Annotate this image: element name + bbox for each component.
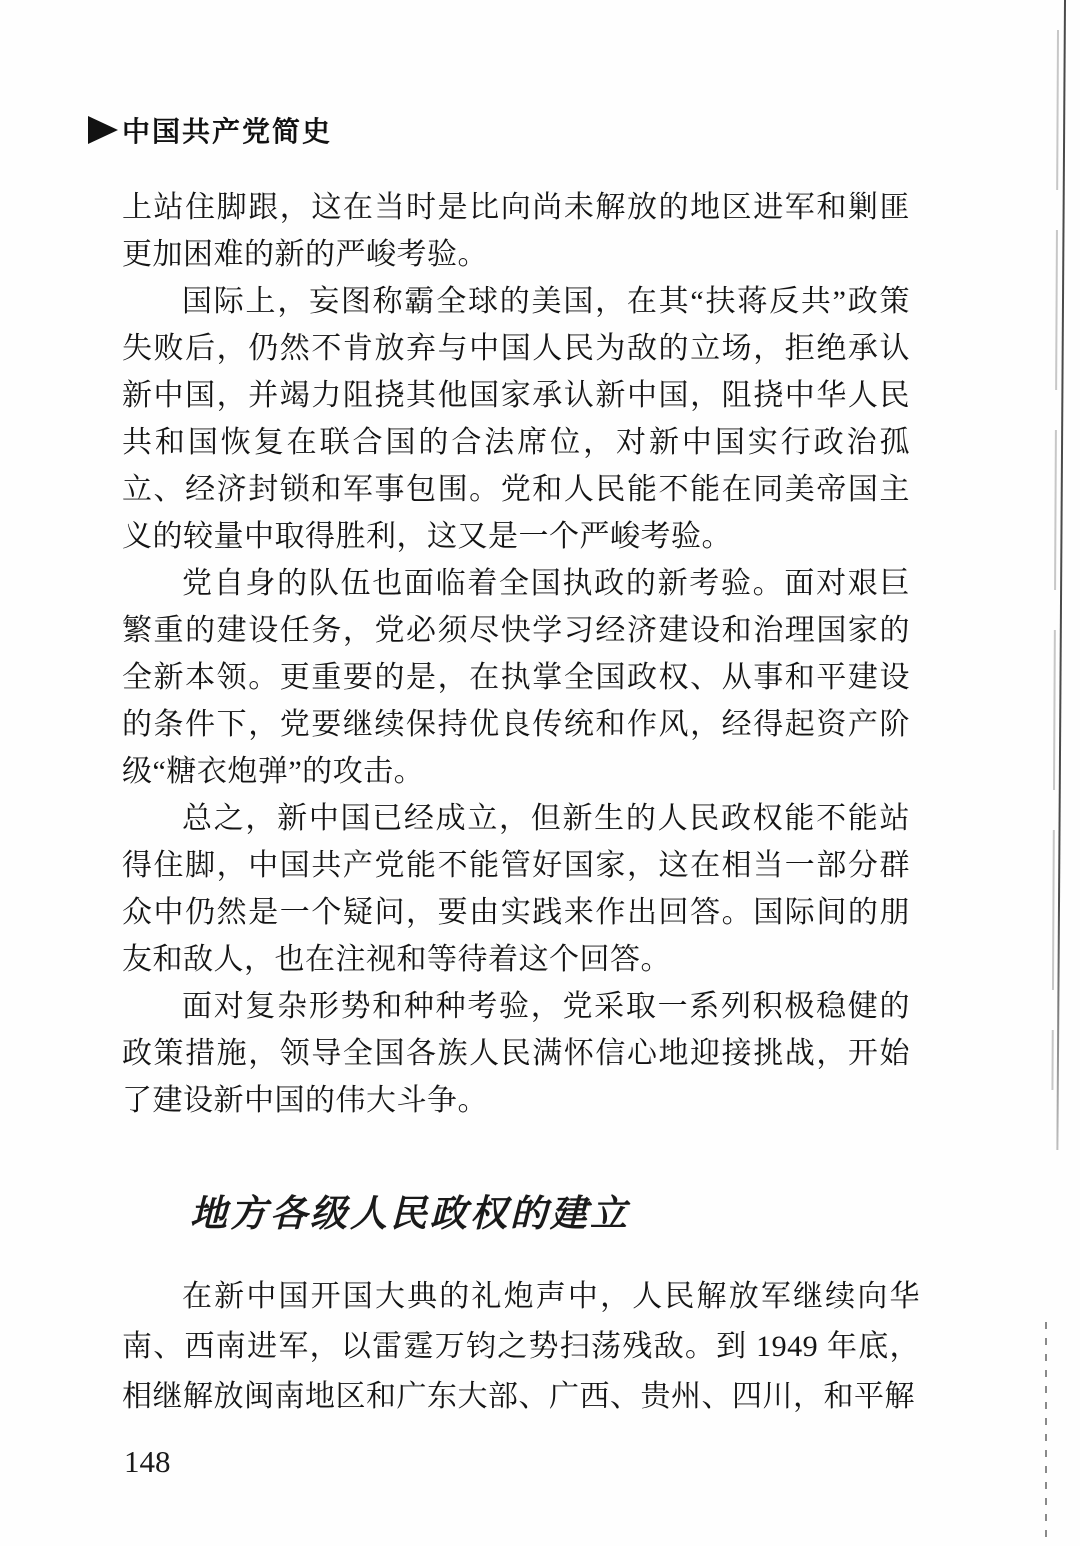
scan-edge-dashes <box>1045 1322 1047 1538</box>
running-header <box>88 110 332 150</box>
paragraph: 党自身的队伍也面临着全国执政的新考验。面对艰巨繁重的建设任务，党必须尽快学习经济建设和治理国家的全新本领。更重要的是，在执掌全国政权、从事和平建设的条件下，党要继续保持优良传统和作风，经得起资产阶级“糖衣炮弹”的攻击。 <box>122 567 910 788</box>
book-title: 中国共产党简史 <box>122 116 333 147</box>
paragraph-continuation: 上站住脚跟，这在当时是比向尚未解放的地区进军和剿匪更加困难的新的严峻考验。 <box>122 191 910 271</box>
page-body <box>122 184 910 1124</box>
section-body <box>122 1272 920 1422</box>
right-triangle-icon <box>88 116 118 144</box>
page-number: 148 <box>124 1444 171 1479</box>
section-heading: 地方各级人民政权的建立 <box>190 1194 630 1235</box>
paragraph: 总之，新中国已经成立，但新生的人民政权能不能站得住脚，中国共产党能不能管好国家，这在相当一部分群众中仍然是一个疑问，要由实践来作出回答。国际间的朋友和敌人，也在注视和等待着这个回答。 <box>122 802 910 976</box>
paragraph: 在新中国开国大典的礼炮声中，人民解放军继续向华南、西南进军，以雷霆万钧之势扫荡残敌。到 1949 年底，相继解放闽南地区和广东大部、广西、贵州、四川，和平解 <box>122 1280 920 1413</box>
paragraph: 国际上，妄图称霸全球的美国，在其“扶蒋反共”政策失败后，仍然不肯放弃与中国人民为敌的立场，拒绝承认新中国，并竭力阻挠其他国家承认新中国，阻挠中华人民共和国恢复在联合国的合法席位，对新中国实行政治孤立、经济封锁和军事包围。党和人民能不能在同美帝国主义的较量中取得胜利，这又是一个严峻考验。 <box>122 285 910 553</box>
paragraph: 面对复杂形势和种种考验，党采取一系列积极稳健的政策措施，领导全国各族人民满怀信心地迎接挑战，开始了建设新中国的伟大斗争。 <box>122 990 910 1117</box>
